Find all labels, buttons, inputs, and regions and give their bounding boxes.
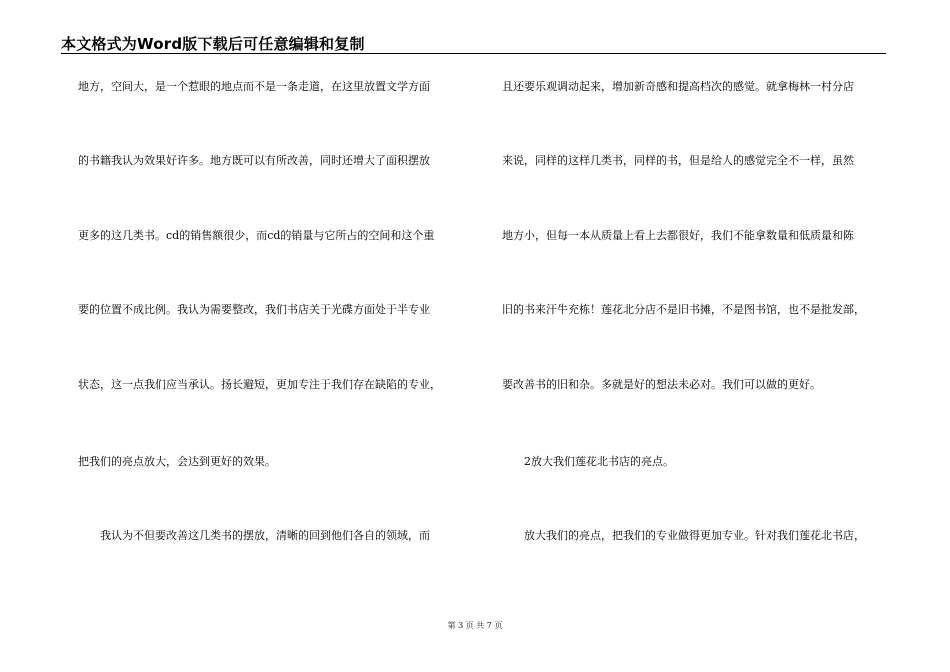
text-line: 更多的这几类书。cd的销售额很少，而cd的销量与它所占的空间和这个重 xyxy=(78,229,435,242)
text-line: 的书籍我认为效果好许多。地方既可以有所改善，同时还增大了面积摆放 xyxy=(78,154,430,167)
paragraph-first-line: 放大我们的亮点，把我们的专业做得更加专业。针对我们莲花北书店， xyxy=(524,529,865,542)
document-header xyxy=(61,32,886,54)
paragraph-first-line: 我认为不但要改善这几类书的摆放，清晰的回到他们各自的领域，而 xyxy=(100,529,430,542)
text-line: 地方小，但每一本从质量上看上去都很好，我们不能拿数量和低质量和陈 xyxy=(502,229,854,242)
text-line: 且还要乐观调动起来，增加新奇感和提高档次的感觉。就拿梅林一村分店 xyxy=(502,80,854,93)
text-line: 要的位置不成比例。我认为需要整改，我们书店关于光碟方面处于半专业 xyxy=(78,303,430,316)
text-line: 状态，这一点我们应当承认。扬长避短，更加专注于我们存在缺陷的专业， xyxy=(78,378,441,391)
page-number: 第 3 页 共 7 页 xyxy=(447,621,503,630)
text-line: 要改善书的旧和杂。多就是好的想法未必对。我们可以做的更好。 xyxy=(502,378,821,391)
section-heading: 2放大我们莲花北书店的亮点。 xyxy=(524,455,674,468)
text-line: 地方，空间大，是一个惹眼的地点而不是一条走道，在这里放置文学方面 xyxy=(78,80,430,93)
text-line: 来说，同样的这样几类书，同样的书，但是给人的感觉完全不一样，虽然 xyxy=(502,154,854,167)
text-line: 把我们的亮点放大，会达到更好的效果。 xyxy=(78,455,276,468)
header-divider xyxy=(61,53,886,54)
header-title: 本文格式为Word版下载后可任意编辑和复制 xyxy=(61,35,365,53)
text-line: 旧的书来汗牛充栋！莲花北分店不是旧书摊，不是图书馆，也不是批发部， xyxy=(502,303,865,316)
